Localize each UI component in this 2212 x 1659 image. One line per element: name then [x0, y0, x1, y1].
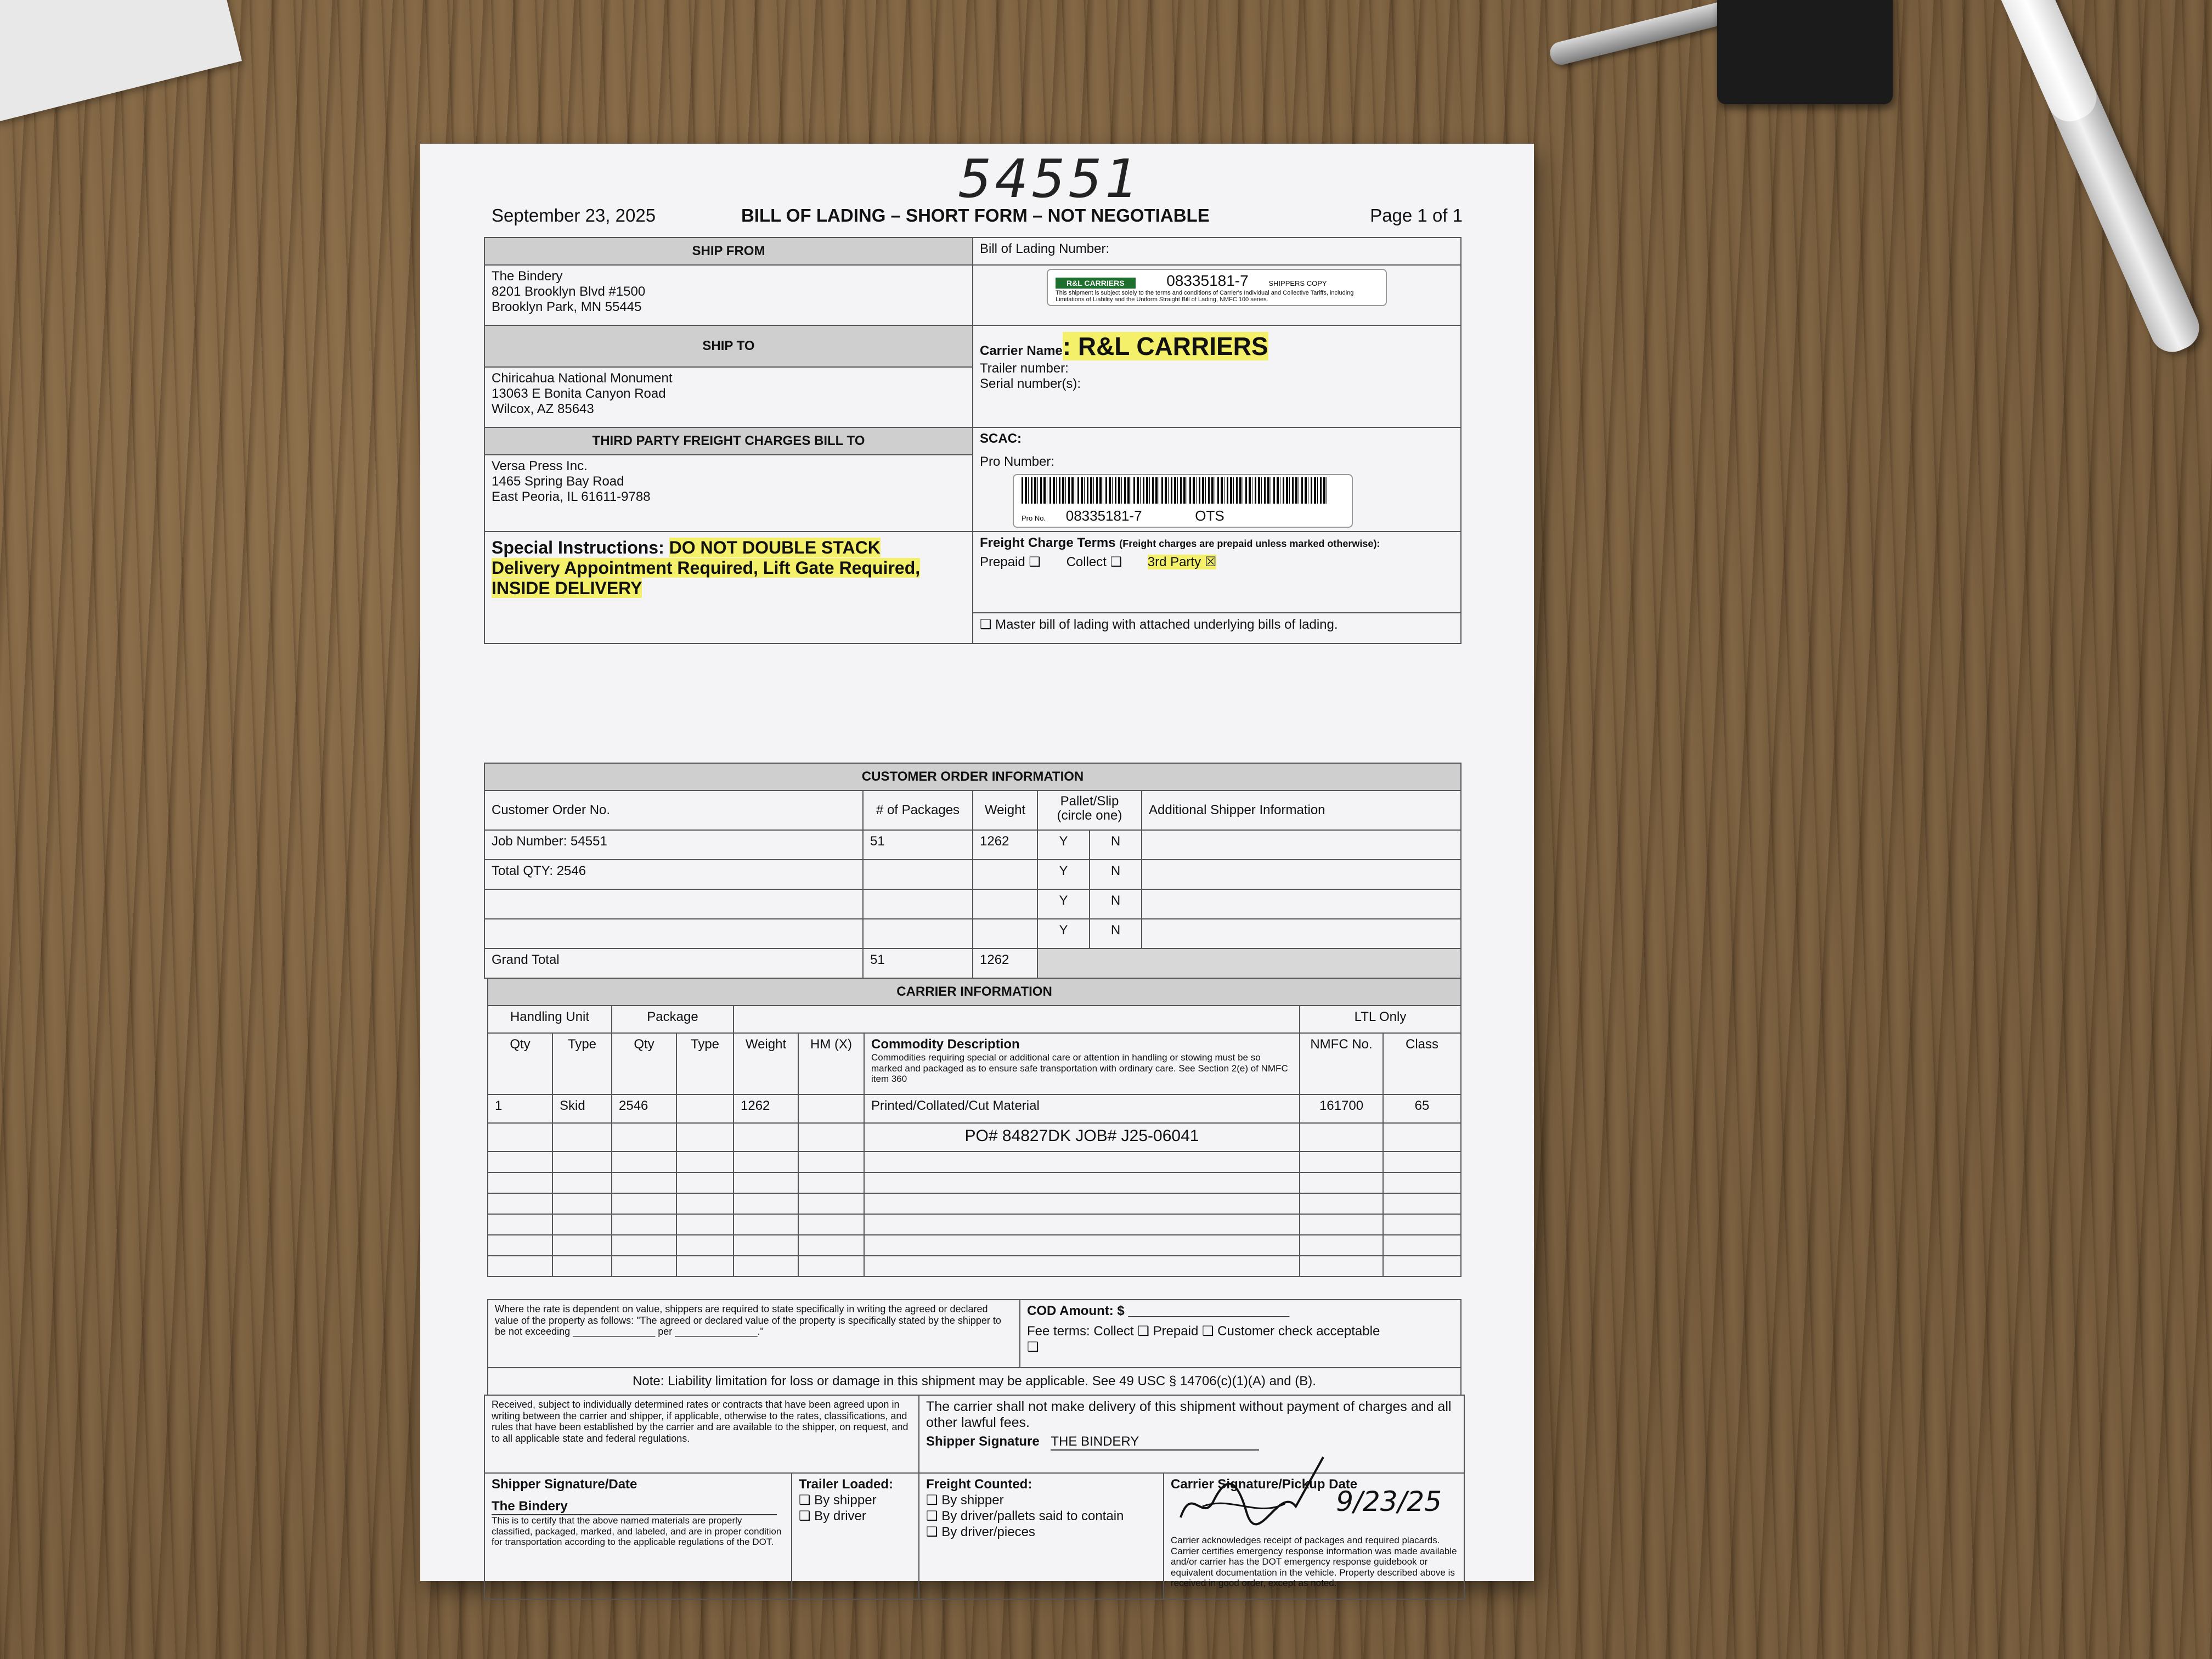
table-row	[484, 919, 1461, 949]
trailer-loaded-label: Trailer Loaded:	[799, 1477, 894, 1492]
slip-n: N	[1090, 830, 1142, 860]
col-commodity	[864, 1033, 1300, 1094]
shipper-certification: This is to certify that the above named materials are properly classified, packaged, marked, and labeled, and are in proper condition for transportation according to the applicable regulations of the DOT.	[492, 1515, 782, 1548]
commodity-cell: Printed/Collated/Cut Material	[864, 1094, 1300, 1123]
col-hu-qty: Qty	[488, 1033, 552, 1094]
freight-terms-label: Freight Charge Terms	[980, 535, 1116, 550]
corner-paper	[0, 0, 242, 122]
third-party-line: Versa Press Inc.	[492, 459, 588, 473]
handwritten-job-number: 54551	[958, 148, 1142, 210]
signature-table	[484, 1395, 1465, 1600]
carrier-acknowledgement: Carrier acknowledges receipt of packages and required placards. Carrier certifies emergency response information was made available and/or carrier has the DOT emergency response guidebook or equivalent documentation in the vehicle. Property described above is received in good order, except as noted.	[1171, 1535, 1457, 1589]
packages-cell: 51	[863, 830, 973, 860]
table-row	[488, 1214, 1461, 1235]
terms-collect: Collect ❑	[1066, 555, 1122, 569]
serial-number-label: Serial number(s):	[980, 376, 1081, 391]
carrier-sig-label: Carrier Signature/Pickup Date	[1171, 1477, 1358, 1492]
table-row	[484, 889, 1461, 919]
pro-barcode	[1022, 477, 1329, 504]
order-cell: Total QTY: 2546	[484, 860, 863, 889]
table-row	[488, 1152, 1461, 1172]
col-pkg-type: Type	[676, 1033, 733, 1094]
blank-heading	[733, 1006, 1300, 1033]
sticker-fineprint: This shipment is subject solely to the terms and conditions of Carrier's Individual and Collective Tariffs, including Limitations of Liability and the Uniform Straight Bill of Lading, NMFC 100 series.	[1056, 290, 1354, 303]
fee-terms-box: ❑	[1027, 1340, 1039, 1355]
freight-terms-note: (Freight charges are prepaid unless marked otherwise):	[1119, 538, 1380, 549]
bol-sticker	[1047, 269, 1387, 306]
bol-sticker-cell	[973, 265, 1461, 325]
additional-cell	[1142, 860, 1461, 889]
additional-cell	[1142, 830, 1461, 860]
trailer-loaded-shipper: ❑ By shipper	[799, 1493, 877, 1508]
ship-from-line: 8201 Brooklyn Blvd #1500	[492, 284, 646, 299]
carrier-name-value: : R&L CARRIERS	[1062, 332, 1268, 360]
table-row	[488, 1256, 1461, 1277]
bol-number-label: Bill of Lading Number:	[973, 238, 1461, 265]
scac-cell	[973, 427, 1461, 532]
cod-cell	[1020, 1300, 1461, 1368]
document-title: BILL OF LADING – SHORT FORM – NOT NEGOTIABLE	[741, 205, 1210, 225]
freight-counted-cell	[919, 1473, 1164, 1599]
carrier-pickup-date: 9/23/25	[1336, 1486, 1442, 1517]
document-date: September 23, 2025	[492, 205, 656, 225]
carrier-signature-scribble	[1170, 1452, 1334, 1534]
packages-cell	[863, 889, 973, 919]
pro-suffix: OTS	[1195, 507, 1224, 524]
col-hu-type: Type	[552, 1033, 612, 1094]
po-job-line: PO# 84827DK JOB# J25-06041	[864, 1123, 1300, 1152]
customer-order-heading: CUSTOMER ORDER INFORMATION	[484, 763, 1461, 791]
pallet-y: Y	[1037, 860, 1090, 889]
table-row	[484, 830, 1461, 860]
commodity-label: Commodity Description	[871, 1037, 1020, 1052]
grand-total-weight: 1262	[973, 949, 1037, 978]
table-row	[488, 1193, 1461, 1214]
marker-pen	[1991, 0, 2206, 359]
ship-from-line: Brooklyn Park, MN 55445	[492, 300, 642, 314]
hu-type-cell: Skid	[552, 1094, 612, 1123]
weight-cell	[973, 860, 1037, 889]
table-row	[488, 1235, 1461, 1256]
freight-counted-shipper: ❑ By shipper	[926, 1493, 1004, 1508]
page-number: Page 1 of 1	[1370, 205, 1463, 225]
pkg-qty-cell: 2546	[612, 1094, 676, 1123]
ship-from-address	[484, 265, 973, 325]
freight-counted-label: Freight Counted:	[926, 1477, 1032, 1492]
commodity-note: Commodities requiring special or additional care or attention in handling or stowing must be so marked and packaged as to ensure safe transportation with ordinary care. See Section 2(e) of NMFC item 360	[871, 1052, 1288, 1085]
special-instructions	[484, 532, 973, 644]
carrier-info-heading: CARRIER INFORMATION	[488, 978, 1461, 1006]
terms-prepaid: Prepaid ❑	[980, 555, 1041, 569]
slip-n: N	[1090, 919, 1142, 949]
class-cell: 65	[1383, 1094, 1461, 1123]
third-party-address	[484, 455, 973, 532]
carrier-no-delivery: The carrier shall not make delivery of this shipment without payment of charges and all other lawful fees.	[926, 1399, 1452, 1430]
slip-n: N	[1090, 860, 1142, 889]
shipper-signature-value: THE BINDERY	[1051, 1434, 1259, 1451]
terms-third-party: 3rd Party ☒	[1147, 555, 1217, 569]
bol-number: 08335181-7	[1166, 272, 1249, 289]
weight-cell	[973, 919, 1037, 949]
ship-to-line: Wilcox, AZ 85643	[492, 402, 594, 416]
fee-terms: Fee terms: Collect ❑ Prepaid ❑ Customer check acceptable	[1027, 1324, 1380, 1339]
slip-n: N	[1090, 889, 1142, 919]
cod-amount: COD Amount: $ ______________________	[1027, 1304, 1290, 1318]
third-party-line: East Peoria, IL 61611-9788	[492, 489, 651, 504]
order-cell	[484, 919, 863, 949]
liability-note: Note: Liability limitation for loss or damage in this shipment may be applicable. See 49 USC § 14706(c)(1)(A) and (B).	[488, 1368, 1461, 1395]
table-row	[488, 1172, 1461, 1193]
marker-cap	[1991, 0, 2103, 128]
weight-cell: 1262	[973, 830, 1037, 860]
ship-to-heading: SHIP TO	[484, 325, 973, 367]
special-line2: Delivery Appointment Required, Lift Gate Required,	[492, 557, 921, 578]
grand-total-label: Grand Total	[484, 949, 863, 978]
trailer-loaded-cell	[792, 1473, 919, 1599]
shipper-sig-date-cell	[484, 1473, 792, 1599]
top-section	[484, 237, 1462, 644]
weight-cell	[973, 889, 1037, 919]
pro-prefix: Pro No.	[1022, 514, 1046, 522]
sticker-brand: R&L CARRIERS	[1056, 278, 1136, 289]
handling-unit-heading: Handling Unit	[488, 1006, 612, 1033]
order-cell	[484, 889, 863, 919]
declared-value-text: Where the rate is dependent on value, shippers are required to state specifically in writing the agreed or declared value of the property as follows: "The agreed or declared value of the property is specifically stated by the shipper to be not exceeding _______________ per _______________."	[488, 1300, 1020, 1368]
freight-counted-pieces: ❑ By driver/pieces	[926, 1525, 1035, 1539]
trailer-loaded-driver: ❑ By driver	[799, 1509, 866, 1523]
carrier-info-table	[487, 978, 1462, 1277]
additional-cell	[1142, 919, 1461, 949]
special-label: Special Instructions:	[492, 538, 664, 557]
pro-number-label: Pro Number:	[980, 454, 1055, 469]
trailer-number-label: Trailer number:	[980, 361, 1069, 376]
packages-cell	[863, 860, 973, 889]
table-row	[484, 860, 1461, 889]
pallet-y: Y	[1037, 889, 1090, 919]
table-row	[488, 1123, 1461, 1152]
ship-to-line: 13063 E Bonita Canyon Road	[492, 386, 666, 401]
freight-counted-pallets: ❑ By driver/pallets said to contain	[926, 1509, 1124, 1523]
weight-cell: 1262	[733, 1094, 798, 1123]
pro-number: 08335181-7	[1065, 507, 1142, 524]
col-weight: Weight	[973, 791, 1037, 830]
master-bol-option: ❑ Master bill of lading with attached underlying bills of lading.	[973, 613, 1461, 644]
binder-clip	[1717, 0, 1893, 104]
hm-cell	[798, 1094, 864, 1123]
col-additional-info: Additional Shipper Information	[1142, 791, 1461, 830]
carrier-name-label: Carrier Name	[980, 343, 1063, 358]
ship-from-heading: SHIP FROM	[484, 238, 973, 265]
col-weight: Weight	[733, 1033, 798, 1094]
nmfc-cell: 161700	[1300, 1094, 1383, 1123]
col-nmfc: NMFC No.	[1300, 1033, 1383, 1094]
col-pallet-slip: Pallet/Slip (circle one)	[1037, 791, 1142, 830]
grand-total-shade	[1037, 949, 1461, 978]
received-text: Received, subject to individually determined rates or contracts that have been agreed upon in writing between the carrier and shipper, if applicable, otherwise to the rates, classifications, and rules that have been established by the carrier and are available to the shipper, on request, and to all applicable state and federal regulations.	[484, 1395, 919, 1473]
special-line1: DO NOT DOUBLE STACK	[669, 538, 881, 557]
third-party-heading: THIRD PARTY FREIGHT CHARGES BILL TO	[484, 427, 973, 455]
grand-total-row	[484, 949, 1461, 978]
freight-terms-cell	[973, 532, 1461, 613]
col-class: Class	[1383, 1033, 1461, 1094]
shipper-sig-date-label: Shipper Signature/Date	[492, 1477, 637, 1492]
pallet-y: Y	[1037, 830, 1090, 860]
value-cod-table	[487, 1299, 1462, 1396]
package-heading: Package	[612, 1006, 733, 1033]
scac-label: SCAC:	[980, 431, 1022, 446]
col-packages: # of Packages	[863, 791, 973, 830]
carrier-sig-cell	[1164, 1473, 1464, 1599]
ltl-only-heading: LTL Only	[1300, 1006, 1461, 1033]
packages-cell	[863, 919, 973, 949]
shipper-signature-label: Shipper Signature	[926, 1434, 1040, 1449]
grand-total-packages: 51	[863, 949, 973, 978]
customer-order-table	[484, 763, 1462, 979]
hu-qty-cell: 1	[488, 1094, 552, 1123]
shipper-sig-date-value: The Bindery	[492, 1499, 777, 1515]
special-line3: INSIDE DELIVERY	[492, 578, 642, 598]
order-cell: Job Number: 54551	[484, 830, 863, 860]
carrier-cell	[973, 325, 1461, 427]
pallet-y: Y	[1037, 919, 1090, 949]
additional-cell	[1142, 889, 1461, 919]
pkg-type-cell	[676, 1094, 733, 1123]
ship-to-line: Chiricahua National Monument	[492, 371, 673, 386]
col-hm: HM (X)	[798, 1033, 864, 1094]
bill-of-lading-sheet	[420, 144, 1534, 1589]
ship-to-address	[484, 367, 973, 427]
col-order-no: Customer Order No.	[484, 791, 863, 830]
pro-sticker	[1013, 474, 1353, 528]
ship-from-line: The Bindery	[492, 269, 563, 284]
col-pkg-qty: Qty	[612, 1033, 676, 1094]
sticker-copy: SHIPPERS COPY	[1268, 279, 1327, 287]
third-party-line: 1465 Spring Bay Road	[492, 474, 624, 489]
table-row	[488, 1094, 1461, 1123]
